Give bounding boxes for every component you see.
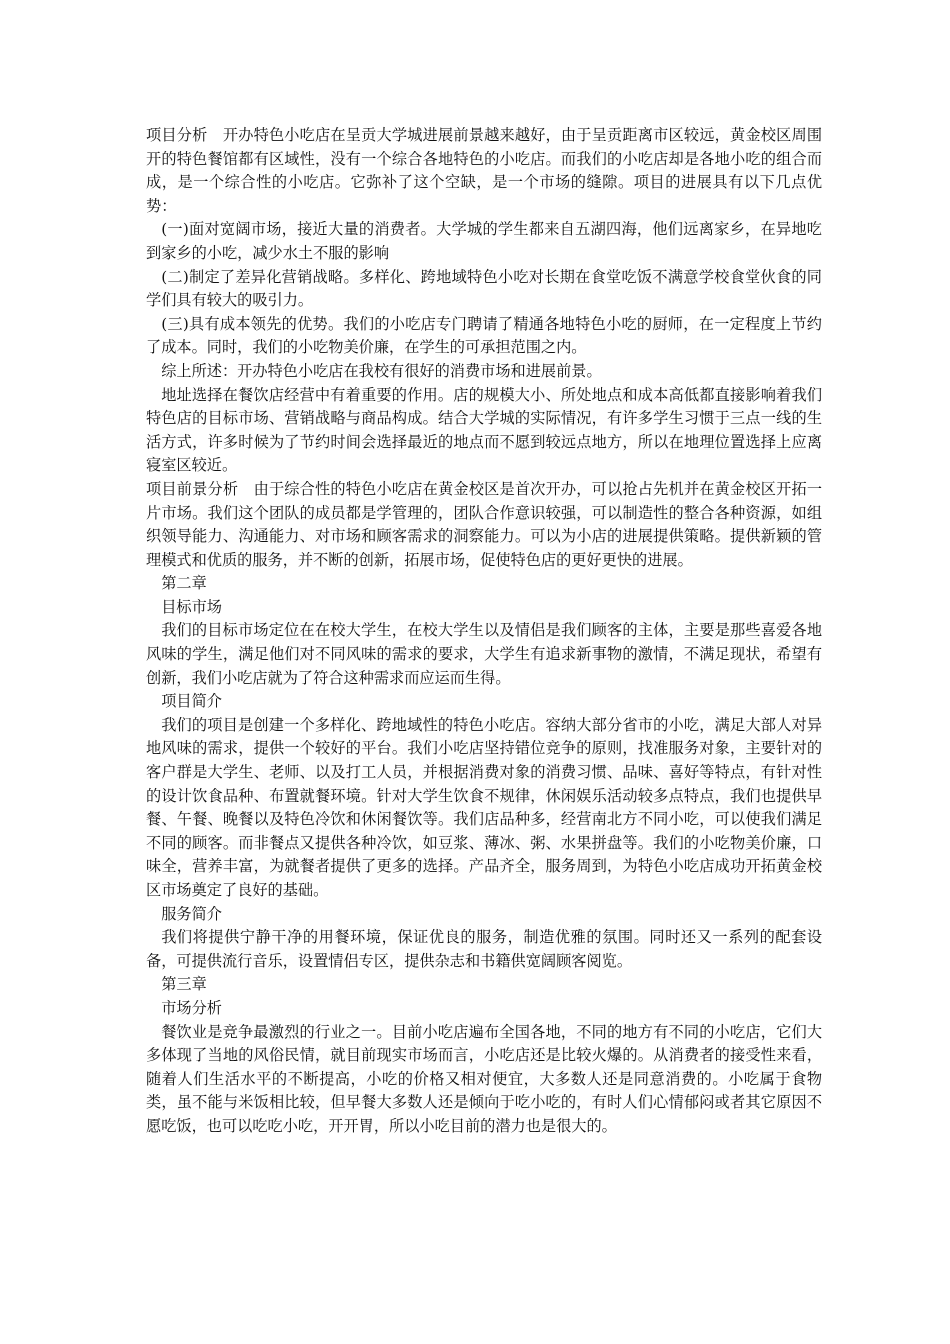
section-heading-project-intro: 项目简介 bbox=[161, 692, 222, 711]
chapter-heading-2: 第二章 bbox=[161, 574, 207, 593]
paragraph-location: 地址选择在餐饮店经营中有着重要的作用。店的规模大小、所处地点和成本高低都直接影响着我们特色店的目标市场、营销战略与商品构成。结合大学城的实际情况，有许多学生习惯于三点一线的生活方式，许多时候为了节约时间会选择最近的地点而不愿到较远点地方，所以在地理位置选择上应离寝室区较近。 bbox=[146, 385, 822, 475]
paragraph-prospect-analysis: 项目前景分析 由于综合性的特色小吃店在黄金校区是首次开办，可以抢占先机并在黄金校区开拓一片市场。我们这个团队的成员都是学管理的，团队合作意识较强，可以制造性的整合各种资源，如组织领导能力、沟通能力、对市场和顾客需求的洞察能力。可以为小店的进展提供策略。提供新颖的管理模式和优质的服务，并不断的创新，拓展市场，促使特色店的更好更快的进展。 bbox=[146, 479, 822, 569]
chapter-heading-3: 第三章 bbox=[161, 975, 207, 994]
section-heading-target-market: 目标市场 bbox=[161, 597, 222, 616]
paragraph-service-intro: 我们将提供宁静干净的用餐环境，保证优良的服务，制造优雅的氛围。同时还又一系列的配套设备，可提供流行音乐，设置情侣专区，提供杂志和书籍供宽阔顾客阅览。 bbox=[146, 928, 822, 970]
paragraph-summary: 综上所述：开办特色小吃店在我校有很好的消费市场和进展前景。 bbox=[161, 361, 602, 380]
document-body bbox=[146, 124, 822, 1139]
paragraph-project-analysis: 项目分析 开办特色小吃店在呈贡大学城进展前景越来越好，由于呈贡距离市区较远，黄金校区周围开的特色餐馆都有区域性，没有一个综合各地特色的小吃店。而我们的小吃店却是各地小吃的组合而成，是一个综合性的小吃店。它弥补了这个空缺，是一个市场的缝隙。项目的进展具有以下几点优势： bbox=[146, 126, 822, 215]
paragraph-project-intro: 我们的项目是创建一个多样化、跨地域性的特色小吃店。容纳大部分省市的小吃，满足大部人对异地风味的需求，提供一个较好的平台。我们小吃店坚持错位竞争的原则，找准服务对象，主要针对的客户群是大学生、老师、以及打工人员，并根据消费对象的消费习惯、品味、喜好等特点，有针对性的设计饮食品种、布置就餐环境。针对大学生饮食不规律，休闲娱乐活动较多点特点，我们也提供早餐、午餐、晚餐以及特色冷饮和休闲餐饮等。我们店品种多，经营南北方不同小吃，可以使我们满足不同的顾客。而非餐点又提供各种冷饮，如豆浆、薄冰、粥、水果拼盘等。我们的小吃物美价廉，口味全，营养丰富，为就餐者提供了更多的选择。产品齐全，服务周到，为特色小吃店成功开拓黄金校区市场奠定了良好的基础。 bbox=[146, 715, 822, 899]
paragraph-advantage-1: (一)面对宽阔市场，接近大量的消费者。大学城的学生都来自五湖四海，他们远离家乡，在异地吃到家乡的小吃，减少水土不服的影响 bbox=[146, 220, 822, 262]
paragraph-advantage-3: (三)具有成本领先的优势。我们的小吃店专门聘请了精通各地特色小吃的厨师，在一定程度上节约了成本。同时，我们的小吃物美价廉，在学生的可承担范围之内。 bbox=[146, 314, 822, 357]
section-heading-market-analysis: 市场分析 bbox=[161, 998, 222, 1017]
paragraph-market-analysis: 餐饮业是竞争最激烈的行业之一。目前小吃店遍布全国各地，不同的地方有不同的小吃店，它们大多体现了当地的风俗民情，就目前现实市场而言，小吃店还是比较火爆的。从消费者的接受性来看，随着人们生活水平的不断提高，小吃的价格又相对便宜，大多数人还是同意消费的。小吃属于食物类，虽不能与米饭相比较，但早餐大多数人还是倾向于吃小吃的，有时人们心情郁闷或者其它原因不愿吃饭，也可以吃吃小吃，开开胃，所以小吃目前的潜力也是很大的。 bbox=[146, 1022, 822, 1135]
section-heading-service-intro: 服务简介 bbox=[161, 904, 222, 923]
paragraph-advantage-2: (二)制定了差异化营销战略。多样化、跨地域特色小吃对长期在食堂吃饭不满意学校食堂伙食的同学们具有较大的吸引力。 bbox=[146, 267, 822, 310]
paragraph-target-market: 我们的目标市场定位在在校大学生，在校大学生以及情侣是我们顾客的主体，主要是那些喜爱各地风味的学生，满足他们对不同风味的需求的要求，大学生有追求新事物的激情，不满足现状，希望有创新，我们小吃店就为了符合这种需求而应运而生得。 bbox=[146, 621, 822, 687]
